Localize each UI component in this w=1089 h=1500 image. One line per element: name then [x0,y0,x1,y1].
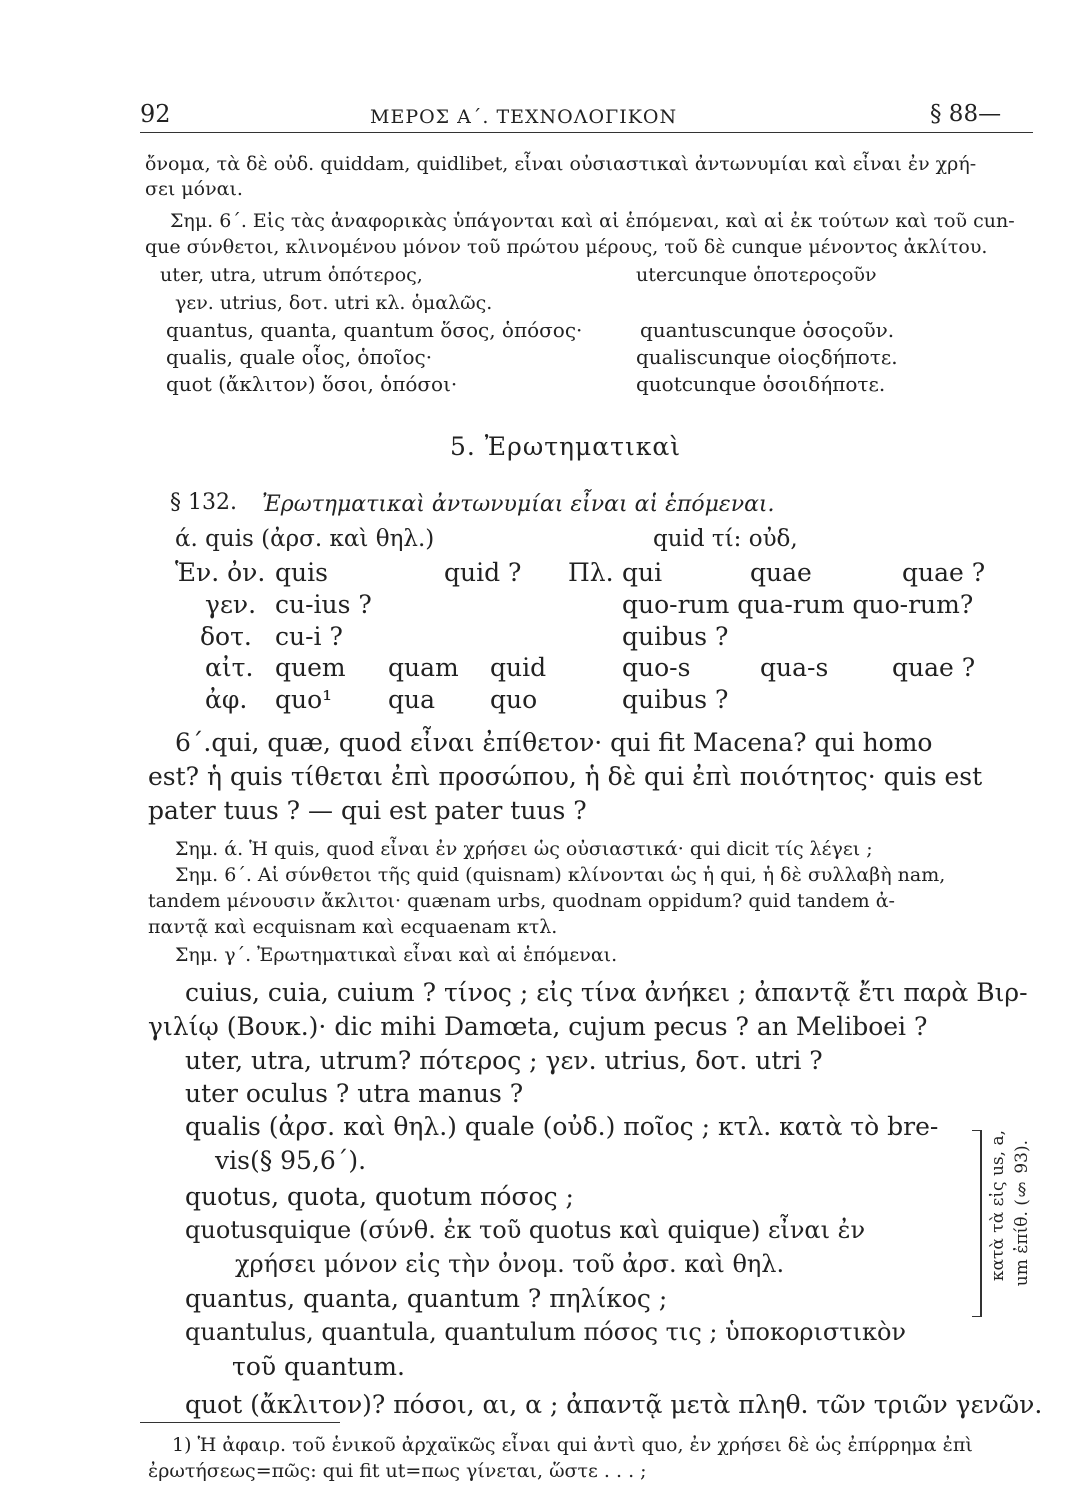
relative-left: qualis, quale οἷος, ὁποῖος· [166,345,433,369]
relative-left: uter, utra, utrum ὁπότερος, [160,264,423,286]
table-cell: qua [388,685,436,714]
list-item: cuius, cuia, cuium ? τίνος ; εἰς τίνα ἀνήκει ; ἀπαντᾷ ἔτι παρὰ Βιρ- [185,978,1028,1007]
body-line: est? ἡ quis τίθεται ἐπὶ προσώπου, ἡ δὲ qui ἐπὶ ποιότητος· quis est [148,762,983,791]
list-item: quantulus, quantula, quantulum πόσος τις ; ὑποκοριστικὸν [185,1318,907,1346]
table-cell: quo-s [622,653,691,682]
table-cell: quibus ? [622,622,729,651]
footnote-line: 1) Ἡ ἀφαιρ. τοῦ ἑνικοῦ ἀρχαϊκῶς εἶναι qui ἀντὶ quo, ἐν χρήσει δὲ ὡς ἐπίρρημα ἐπὶ [172,1434,973,1456]
list-item: quotusquique (σύνθ. ἐκ τοῦ quotus καὶ quique) εἶναι ἐν [185,1216,866,1244]
paragraph-text: Ἐρωτηματικαὶ ἀντωνυμίαι εἶναι αἱ ἑπόμεναι. [262,492,775,517]
relative-right: utercunque ὁποτεροςοῦν [636,264,877,286]
list-item: vis(§ 95,6΄). [215,1146,367,1175]
table-cell: quae ? [892,653,976,682]
table-cell: quis [275,558,328,587]
note-line: Σημ. 6΄. Εἰς τὰς ἀναφορικὰς ὑπάγονται καὶ αἱ ἑπόμεναι, καὶ αἱ ἐκ τούτων καὶ τοῦ cun- [170,210,1015,232]
section-mark: § 88— [930,101,1002,127]
relative-left: quantus, quanta, quantum ὅσος, ὁπόσος· [166,318,583,342]
table-cell: cu-i ? [275,622,343,651]
table-cell: quo [490,685,538,714]
relative-right: qualiscunque οἱοςδήποτε. [636,345,898,369]
table-cell: quid [490,653,547,682]
table-cell: qui [622,558,663,587]
relative-left: γεν. utrius, δοτ. utri κλ. ὁμαλῶς. [175,292,493,314]
running-title: ΜΕΡΟΣ Α΄. ΤΕΧΝΟΛΟΓΙΚΟΝ [370,106,678,128]
table-cell: cu-ius ? [275,590,372,619]
table-cell: quid ? [444,558,522,587]
note-line: Σημ. 6΄. Αἱ σύνθετοι τῆς quid (quisnam) κλίνονται ὡς ἡ qui, ἡ δὲ συλλαβὴ nam, [175,864,946,886]
note-line: que σύνθετοι, κλινομένου μόνον τοῦ πρώτου μέρους, τοῦ δὲ cunque μένοντος ἀκλίτου. [145,236,988,258]
body-line: 6΄.qui, quæ, quod εἶναι ἐπίθετον· qui fit Macena? qui homo [175,728,933,757]
header-rule [140,132,1033,133]
relative-right: quantuscunque ὁσοςοῦν. [640,318,895,342]
note-line: παντᾷ καὶ ecquisnam καὶ ecquaenam κτλ. [148,916,558,938]
list-item: quotus, quota, quotum πόσος ; [185,1182,574,1211]
footnote-line: ἐρωτήσεως=πῶς: qui fit ut=πως γίνεται, ὥστε . . . ; [148,1460,647,1482]
list-item: quot (ἄκλιτον)? πόσοι, αι, α ; ἀπαντᾷ μετὰ πληθ. τῶν τριῶν γενῶν. [185,1390,1043,1419]
relative-right: quotcunque ὁσοιδήποτε. [636,372,886,396]
intro-line: ὄνομα, τὰ δὲ οὐδ. quiddam, quidlibet, εἶναι οὐσιαστικαὶ ἀντωνυμίαι καὶ εἶναι ἐν χρή- [145,153,977,175]
table-cell: quae [750,558,812,587]
list-item: uter, utra, utrum? πότερος ; γεν. utrius, δοτ. utri ? [185,1046,823,1075]
table-cell: ἀφ. [205,685,248,714]
list-item: γιλίῳ (Βουκ.)· dic mihi Damœta, cujum pecus ? an Meliboei ? [148,1012,928,1041]
body-line: pater tuus ? — qui est pater tuus ? [148,796,587,825]
table-cell: γεν. [205,590,257,619]
table-cell: Πλ. [568,558,614,587]
page-number: 92 [140,100,171,128]
note-line: Σημ. ά. Ἡ quis, quod εἶναι ἐν χρήσει ὡς οὐσιαστικά· qui dicit τίς λέγει ; [175,838,873,860]
table-cell: quem [275,653,346,682]
table-cell: quae ? [902,558,986,587]
side-note: um ἐπίθ. (§ 93). [1012,1140,1032,1287]
table-cell: quo¹ [275,685,333,714]
list-item: quantus, quanta, quantum ? πηλίκος ; [185,1284,668,1313]
table-cell: Ἑν. ὀν. [175,558,266,587]
table-cell: quo-rum qua-rum quo-rum? [622,590,974,619]
section-heading: 5. Ἐρωτηματικαὶ [450,432,682,461]
relative-left: quot (ἄκλιτον) ὅσοι, ὁπόσοι· [166,372,458,396]
paragraph-number: § 132. [170,490,237,515]
side-note: κατὰ τὰ εἰς us, a, [988,1130,1008,1282]
list-item: qualis (ἀρσ. καὶ θηλ.) quale (οὐδ.) ποῖος ; κτλ. κατὰ τὸ bre- [185,1112,939,1141]
table-cell: αἰτ. [205,653,254,682]
table-cell: δοτ. [200,622,252,651]
list-item: χρήσει μόνον εἰς τὴν ὀνομ. τοῦ ἀρσ. καὶ θηλ. [235,1250,785,1278]
alpha-right: quid τί: οὐδ, [653,526,798,552]
note-line: tandem μένουσιν ἄκλιτοι· quænam urbs, quodnam oppidum? quid tandem ἀ- [148,890,895,912]
intro-line: σει μόναι. [145,178,243,200]
note-line: Σημ. γ΄. Ἐρωτηματικαὶ εἶναι καὶ αἱ ἑπόμεναι. [175,944,618,966]
alpha-label: ά. quis (ἀρσ. καὶ θηλ.) [175,526,435,552]
table-cell: quibus ? [622,685,729,714]
table-cell: qua-s [760,653,829,682]
list-item: uter oculus ? utra manus ? [185,1079,524,1108]
list-item: τοῦ quantum. [232,1352,405,1381]
footnote-rule [140,1422,340,1423]
table-cell: quam [388,653,459,682]
side-brace [972,1130,982,1317]
